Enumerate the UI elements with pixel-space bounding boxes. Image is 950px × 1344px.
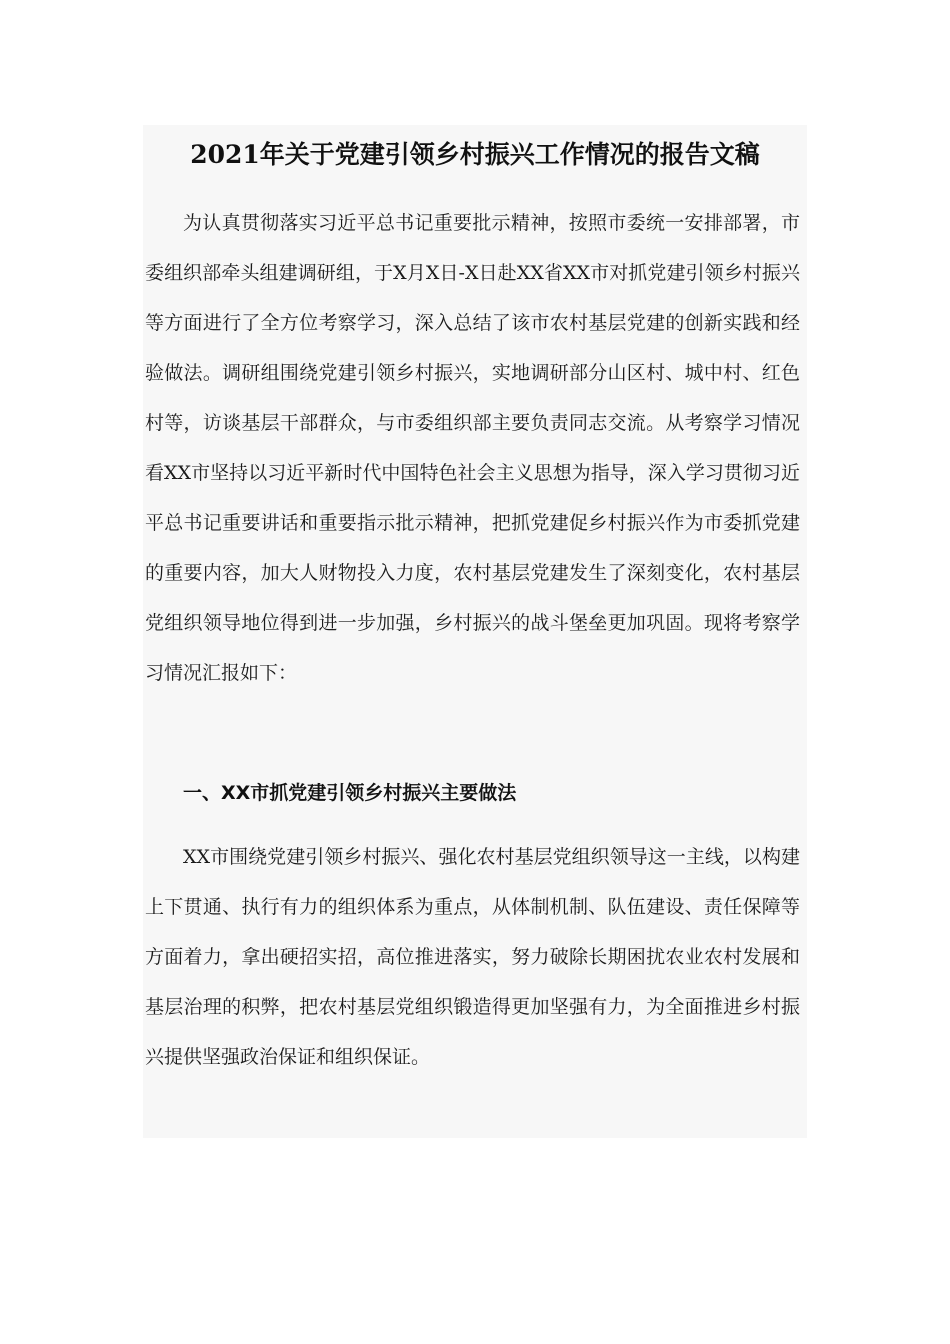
document-title: 2021年关于党建引领乡村振兴工作情况的报告文稿 bbox=[190, 140, 760, 169]
section-paragraph: XX市围绕党建引领乡村振兴、强化农村基层党组织领导这一主线，以构建上下贯通、执行有力的组织体系为重点，从体制机制、队伍建设、责任保障等方面着力，拿出硬招实招，高位推进落实，努力破除长期困扰农业农村发展和基层治理的积弊，把农村基层党组织锻造得更加坚强有力，为全面推进乡村振兴提供坚强政治保证和组织保证。 bbox=[145, 846, 800, 1068]
section-heading: 一、XX市抓党建引领乡村振兴主要做法 bbox=[183, 782, 517, 804]
intro-paragraph: 为认真贯彻落实习近平总书记重要批示精神，按照市委统一安排部署，市委组织部牵头组建调研组，于X月X日-X日赴XX省XX市对抓党建引领乡村振兴等方面进行了全方位考察学习，深入总结了该市农村基层党建的创新实践和经验做法。调研组围绕党建引领乡村振兴，实地调研部分山区村、城中村、红色村等，访谈基层干部群众，与市委组织部主要负责同志交流。从考察学习情况看XX市坚持以习近平新时代中国特色社会主义思想为指导，深入学习贯彻习近平总书记重要讲话和重要指示批示精神，把抓党建促乡村振兴作为市委抓党建的重要内容，加大人财物投入力度，农村基层党建发生了深刻变化，农村基层党组织领导地位得到进一步加强，乡村振兴的战斗堡垒更加巩固。现将考察学习情况汇报如下： bbox=[145, 212, 800, 684]
